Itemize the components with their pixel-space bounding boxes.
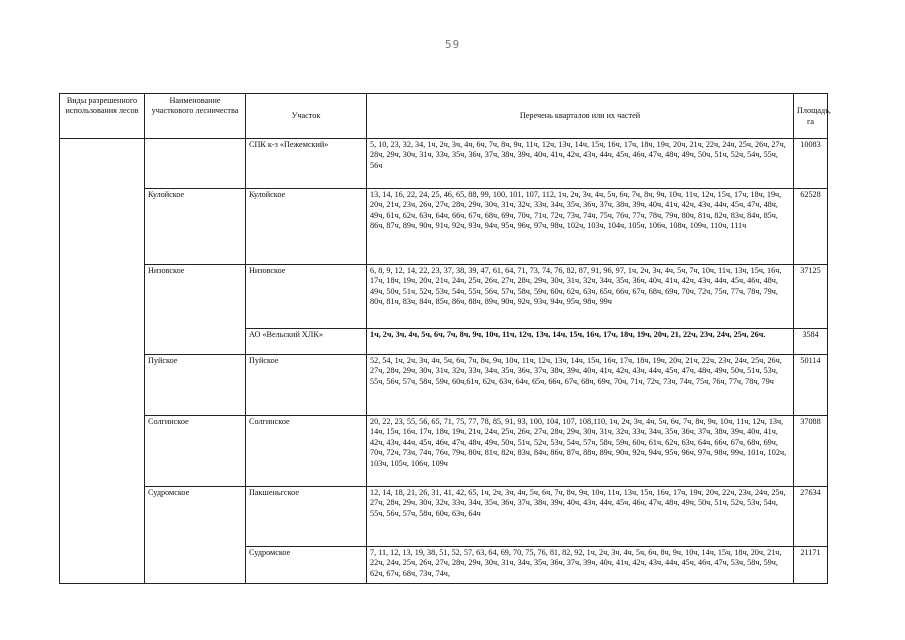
header-area: Площадь, га bbox=[794, 94, 828, 139]
forestry-cell: Кулойское bbox=[145, 189, 246, 265]
header-quarters: Перечень кварталов или их частей bbox=[367, 94, 794, 139]
area-cell: 50114 bbox=[794, 355, 828, 416]
area-cell: 37088 bbox=[794, 416, 828, 487]
header-forestry: Наименование участкового лесничества bbox=[145, 94, 246, 139]
table-row bbox=[60, 139, 828, 189]
table-row bbox=[60, 355, 828, 416]
forestry-cell: Судромское bbox=[145, 487, 246, 584]
plot-cell: Солгинское bbox=[246, 416, 367, 487]
quarters-cell: 13, 14, 16, 22, 24, 25, 46, 65, 88, 99, 100, 101, 107, 112, 1ч, 2ч, 3ч, 4ч, 5ч, 6ч, 7ч, 8ч, 9ч, 10ч, 11ч, 12ч, 15ч, 17ч, 18ч, 19ч, 20ч, 21ч, 23ч, 26ч, 27ч, 28ч, 29ч, 30ч, 31ч, 32ч, 33ч, 34ч, 35ч, 36ч, 37ч, 38ч, 39ч, 40ч, 41ч, 42ч, 43ч, 44ч, 45ч, 47ч, 48ч, 49ч, 61ч, 62ч, 63ч, 64ч, 66ч, 67ч, 68ч, 69ч, 70ч, 71ч, 72ч, 73ч, 74ч, 75ч, 76ч, 77ч, 78ч, 79ч, 80ч, 81ч, 82ч, 83ч, 84ч, 85ч, 86ч, 87ч, 89ч, 90ч, 91ч, 92ч, 93ч, 94ч, 95ч, 96ч, 97ч, 98ч, 102ч, 103ч, 104ч, 105ч, 106ч, 108ч, 109ч, 110ч, 111ч bbox=[367, 189, 794, 265]
area-cell: 27634 bbox=[794, 487, 828, 547]
forestry-cell: Пуйское bbox=[145, 355, 246, 416]
forestry-cell: Низовское bbox=[145, 265, 246, 355]
forest-quarters-table bbox=[59, 93, 831, 584]
plot-cell: СПК к-з «Пежемский» bbox=[246, 139, 367, 189]
quarters-cell: 20, 22, 23, 55, 56, 65, 71, 75, 77, 78, 85, 91, 93, 100, 104, 107, 108,110, 1ч, 2ч, 3ч, 4ч, 5ч, 6ч, 7ч, 8ч, 9ч, 10ч, 11ч, 12ч, 13ч, 14ч, 15ч, 16ч, 17ч, 18ч, 19ч, 21ч, 24ч, 25ч, 26ч, 27ч, 28ч, 29ч, 30ч, 31ч, 32ч, 33ч, 34ч, 35ч, 36ч, 37ч, 38ч, 39ч, 40ч, 41ч, 42ч, 43ч, 44ч, 45ч, 46ч, 47ч, 48ч, 49ч, 50ч, 51ч, 52ч, 53ч, 54ч, 57ч, 58ч, 59ч, 60ч, 61ч, 62ч, 63ч, 64ч, 66ч, 67ч, 68ч, 69ч, 70ч, 72ч, 73ч, 74ч, 76ч, 79ч, 80ч, 81ч, 82ч, 83ч, 84ч, 86ч, 87ч, 88ч, 89ч, 90ч, 92ч, 94ч, 95ч, 96ч, 97ч, 98ч, 99ч, 101ч, 102ч, 103ч, 105ч, 106ч, 109ч bbox=[367, 416, 794, 487]
use-type-cell bbox=[60, 139, 145, 584]
plot-cell: Пакшеньгское bbox=[246, 487, 367, 547]
area-cell: 21171 bbox=[794, 547, 828, 584]
quarters-cell: 52, 54, 1ч, 2ч, 3ч, 4ч, 5ч, 6ч, 7ч, 8ч, 9ч, 10ч, 11ч, 12ч, 13ч, 14ч, 15ч, 16ч, 17ч, 18ч, 19ч, 20ч, 21ч, 22ч, 23ч, 24ч, 25ч, 26ч, 27ч, 28ч, 29ч, 30ч, 31ч, 32ч, 33ч, 34ч, 35ч, 36ч, 37ч, 38ч, 39ч, 40ч, 41ч, 42ч, 43ч, 44ч, 45ч, 47ч, 48ч, 49ч, 50ч, 51ч, 53ч, 55ч, 56ч, 57ч, 58ч, 59ч, 60ч,61ч, 62ч, 63ч, 64ч, 65ч, 66ч, 67ч, 68ч, 69ч, 70ч, 71ч, 72ч, 73ч, 74ч, 75ч, 76ч, 77ч, 78ч, 79ч bbox=[367, 355, 794, 416]
quarters-cell: 7, 11, 12, 13, 19, 38, 51, 52, 57, 63, 64, 69, 70, 75, 76, 81, 82, 92, 1ч, 2ч, 3ч, 4ч, 5ч, 6ч, 8ч, 9ч, 10ч, 14ч, 15ч, 18ч, 20ч, 21ч, 22ч, 24ч, 25ч, 26ч, 27ч, 28ч, 29ч, 30ч, 31ч, 34ч, 35ч, 36ч, 37ч, 39ч, 40ч, 41ч, 42ч, 43ч, 44ч, 45ч, 46ч, 47ч, 53ч, 58ч, 59ч, 62ч, 67ч, 68ч, 73ч, 74ч, bbox=[367, 547, 794, 584]
table-row bbox=[60, 416, 828, 487]
header-plot: Участок bbox=[246, 94, 367, 139]
area-cell: 10083 bbox=[794, 139, 828, 189]
header-use-type: Виды разрешенного использования лесов bbox=[60, 94, 145, 139]
area-cell: 62528 bbox=[794, 189, 828, 265]
plot-cell: Судромское bbox=[246, 547, 367, 584]
forestry-cell: Солгинское bbox=[145, 416, 246, 487]
forestry-cell bbox=[145, 139, 246, 189]
quarters-cell: 6, 8, 9, 12, 14, 22, 23, 37, 38, 39, 47, 61, 64, 71, 73, 74, 76, 82, 87, 91, 96, 97, 1ч, 2ч, 3ч, 4ч, 5ч, 7ч, 10ч, 11ч, 13ч, 15ч, 16ч, 17ч, 18ч, 19ч, 20ч, 21ч, 24ч, 25ч, 26ч, 27ч, 28ч, 29ч, 30ч, 31ч, 32ч, 34ч, 35ч, 36ч, 40ч, 41ч, 42ч, 43ч, 44ч, 45ч, 46ч, 48ч, 49ч, 50ч, 51ч, 52ч, 53ч, 54ч, 55ч, 56ч, 57ч, 58ч, 59ч, 60ч, 62ч, 63ч, 65ч, 66ч, 67ч, 68ч, 69ч, 70ч, 72ч, 75ч, 77ч, 78ч, 79ч, 80ч, 81ч, 83ч, 84ч, 85ч, 86ч, 88ч, 89ч, 90ч, 92ч, 93ч, 94ч, 95ч, 98ч, 99ч bbox=[367, 265, 794, 329]
plot-cell: АО «Вельский ХЛК» bbox=[246, 329, 367, 355]
quarters-cell: 1ч, 2ч, 3ч, 4ч, 5ч, 6ч, 7ч, 8ч, 9ч, 10ч, 11ч, 12ч, 13ч, 14ч, 15ч, 16ч, 17ч, 18ч, 19ч, 20ч, 21, 22ч, 23ч, 24ч, 25ч, 26ч. bbox=[367, 329, 794, 355]
table-row bbox=[60, 189, 828, 265]
header-row bbox=[60, 94, 828, 139]
quarters-cell: 5, 10, 23, 32, 34, 1ч, 2ч, 3ч, 4ч, 6ч, 7ч, 8ч, 9ч, 11ч, 12ч, 13ч, 14ч, 15ч, 16ч, 17ч, 18ч, 19ч, 20ч, 21ч, 22ч, 24ч, 25ч, 26ч, 27ч, 28ч, 29ч, 30ч, 31ч, 33ч, 35ч, 36ч, 37ч, 38ч, 39ч, 40ч, 41ч, 42ч, 43ч, 44ч, 45ч, 46ч, 47ч, 48ч, 49ч, 50ч, 51ч, 52ч, 54ч, 55ч, 56ч bbox=[367, 139, 794, 189]
plot-cell: Кулойское bbox=[246, 189, 367, 265]
plot-cell: Пуйское bbox=[246, 355, 367, 416]
table-row bbox=[60, 487, 828, 547]
table-row bbox=[60, 265, 828, 329]
page-number: 59 bbox=[444, 38, 461, 51]
area-cell: 3584 bbox=[794, 329, 828, 355]
quarters-cell: 12, 14, 18, 21, 26, 31, 41, 42, 65, 1ч, 2ч, 3ч, 4ч, 5ч, 6ч, 7ч, 8ч, 9ч, 10ч, 11ч, 13ч, 15ч, 16ч, 17ч, 19ч, 20ч, 22ч, 23ч, 24ч, 25ч, 27ч, 28ч, 29ч, 30ч, 32ч, 33ч, 34ч, 35ч, 36ч, 37ч, 38ч, 39ч, 40ч, 43ч, 44ч, 45ч, 46ч, 47ч, 48ч, 49ч, 50ч, 51ч, 52ч, 53ч, 54ч, 55ч, 56ч, 57ч, 58ч, 60ч, 63ч, 64ч bbox=[367, 487, 794, 547]
plot-cell: Низовское bbox=[246, 265, 367, 329]
area-cell: 37125 bbox=[794, 265, 828, 329]
